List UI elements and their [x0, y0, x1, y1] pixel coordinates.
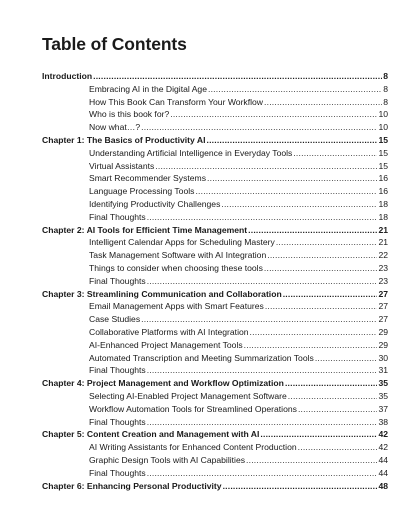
toc-entry-page-number: 29: [378, 339, 388, 350]
toc-entry-label: Selecting AI-Enabled Project Management Software: [89, 390, 287, 401]
toc-chapter-entry[interactable]: [42, 428, 388, 441]
toc-section-entry[interactable]: [42, 160, 388, 173]
toc-entry-page-number: 29: [378, 326, 388, 337]
toc-entry-page-number: 44: [378, 454, 388, 465]
toc-entry-label: Chapter 2: AI Tools for Efficient Time Management: [42, 224, 248, 235]
toc-entry-label: Chapter 6: Enhancing Personal Productivity: [42, 480, 222, 491]
toc-section-entry[interactable]: [42, 108, 388, 121]
toc-section-entry[interactable]: [42, 275, 388, 288]
toc-entry-page-number: 8: [383, 71, 388, 81]
toc-entry-page-number: 23: [378, 262, 388, 273]
toc-dot-leader: [155, 160, 377, 173]
toc-section-entry[interactable]: [42, 326, 388, 339]
toc-section-entry[interactable]: [42, 403, 388, 416]
toc-entry-label: Virtual Assistants: [89, 160, 155, 171]
toc-section-entry[interactable]: [42, 96, 388, 109]
toc-dot-leader: [246, 454, 377, 467]
toc-dot-leader: [265, 300, 378, 313]
toc-entry-label: How This Book Can Transform Your Workflow: [89, 96, 264, 107]
toc-entry-page-number: 18: [378, 211, 388, 222]
toc-dot-leader: [223, 480, 378, 493]
toc-dot-leader: [285, 377, 378, 390]
toc-entry-page-number: 10: [378, 109, 388, 120]
toc-entry-label: Intelligent Calendar Apps for Scheduling Mastery: [89, 237, 275, 248]
toc-entry-page-number: 8: [383, 83, 388, 94]
toc-entry-label: Final Thoughts: [89, 275, 146, 286]
toc-entry-label: Smart Recommender Systems: [89, 173, 207, 184]
toc-chapter-entry[interactable]: [42, 288, 388, 301]
toc-dot-leader: [298, 441, 378, 454]
toc-dot-leader: [170, 108, 377, 121]
toc-entry-label: Task Management Software with AI Integration: [89, 250, 267, 261]
toc-dot-leader: [147, 364, 378, 377]
toc-dot-leader: [195, 185, 377, 198]
toc-entry-label: Case Studies: [89, 314, 141, 325]
toc-entry-page-number: 37: [378, 403, 388, 414]
toc-dot-leader: [276, 236, 378, 249]
toc-entry-label: Final Thoughts: [89, 467, 146, 478]
toc-entry-page-number: 16: [378, 186, 388, 197]
toc-dot-leader: [260, 428, 377, 441]
toc-chapter-entry[interactable]: [42, 70, 388, 83]
toc-dot-leader: [250, 326, 378, 339]
toc-chapter-entry[interactable]: [42, 134, 388, 147]
toc-chapter-entry[interactable]: [42, 377, 388, 390]
toc-dot-leader: [248, 224, 377, 237]
toc-section-entry[interactable]: [42, 249, 388, 262]
toc-dot-leader: [264, 96, 382, 109]
toc-dot-leader: [221, 198, 377, 211]
toc-dot-leader: [288, 390, 378, 403]
toc-entry-label: Chapter 1: The Basics of Productivity AI: [42, 134, 206, 145]
toc-entry-label: AI Writing Assistants for Enhanced Content Production: [89, 442, 297, 453]
toc-dot-leader: [267, 249, 377, 262]
toc-dot-leader: [244, 339, 378, 352]
toc-dot-leader: [147, 211, 378, 224]
toc-dot-leader: [141, 121, 377, 134]
toc-entry-label: Automated Transcription and Meeting Summarization Tools: [89, 352, 314, 363]
toc-entry-label: Final Thoughts: [89, 416, 146, 427]
toc-dot-leader: [264, 262, 378, 275]
toc-entry-page-number: 48: [378, 480, 388, 491]
toc-entry-label: Language Processing Tools: [89, 186, 195, 197]
toc-list: [42, 70, 388, 492]
toc-section-entry[interactable]: [42, 262, 388, 275]
toc-section-entry[interactable]: [42, 198, 388, 211]
toc-section-entry[interactable]: [42, 441, 388, 454]
toc-section-entry[interactable]: [42, 339, 388, 352]
toc-entry-label: Chapter 5: Content Creation and Management with AI: [42, 429, 260, 440]
toc-section-entry[interactable]: [42, 454, 388, 467]
toc-entry-page-number: 27: [378, 301, 388, 312]
toc-entry-label: Collaborative Platforms with AI Integration: [89, 326, 249, 337]
toc-entry-label: Chapter 3: Streamlining Communication and Collaboration: [42, 288, 282, 299]
toc-entry-page-number: 8: [383, 96, 388, 107]
toc-dot-leader: [283, 288, 378, 301]
toc-entry-page-number: 15: [378, 160, 388, 171]
toc-entry-page-number: 31: [378, 365, 388, 376]
toc-section-entry[interactable]: [42, 147, 388, 160]
toc-dot-leader: [93, 70, 382, 83]
toc-entry-page-number: 22: [378, 250, 388, 261]
toc-entry-page-number: 35: [378, 390, 388, 401]
toc-entry-label: Chapter 4: Project Management and Workflow Optimization: [42, 378, 284, 389]
toc-section-entry[interactable]: [42, 416, 388, 429]
toc-entry-page-number: 42: [378, 429, 388, 440]
toc-dot-leader: [141, 313, 377, 326]
toc-chapter-entry[interactable]: [42, 480, 388, 493]
toc-entry-page-number: 38: [378, 416, 388, 427]
toc-entry-page-number: 18: [378, 198, 388, 209]
toc-dot-leader: [147, 416, 378, 429]
toc-dot-leader: [208, 83, 382, 96]
toc-entry-label: Understanding Artificial Intelligence in Everyday Tools: [89, 147, 293, 158]
toc-dot-leader: [207, 172, 377, 185]
toc-dot-leader: [147, 467, 378, 480]
toc-entry-label: Who is this book for?: [89, 109, 170, 120]
toc-section-entry[interactable]: [42, 300, 388, 313]
toc-chapter-entry[interactable]: [42, 224, 388, 237]
toc-section-entry[interactable]: [42, 313, 388, 326]
toc-entry-page-number: 15: [378, 147, 388, 158]
toc-entry-label: AI-Enhanced Project Management Tools: [89, 339, 243, 350]
toc-dot-leader: [298, 403, 377, 416]
toc-section-entry[interactable]: [42, 83, 388, 96]
toc-dot-leader: [206, 134, 377, 147]
toc-entry-page-number: 21: [378, 237, 388, 248]
page-title: Table of Contents: [42, 34, 187, 54]
toc-entry-page-number: 10: [378, 122, 388, 133]
toc-entry-page-number: 16: [378, 173, 388, 184]
toc-section-entry[interactable]: [42, 121, 388, 134]
toc-section-entry[interactable]: [42, 390, 388, 403]
toc-dot-leader: [293, 147, 377, 160]
toc-entry-page-number: 21: [378, 224, 388, 235]
toc-entry-label: Email Management Apps with Smart Features: [89, 301, 264, 312]
toc-entry-page-number: 35: [378, 378, 388, 389]
toc-entry-label: Things to consider when choosing these tools: [89, 262, 263, 273]
toc-entry-page-number: 27: [378, 288, 388, 299]
toc-section-entry[interactable]: [42, 352, 388, 365]
toc-dot-leader: [147, 275, 378, 288]
toc-entry-label: Embracing AI in the Digital Age: [89, 83, 207, 94]
toc-section-entry[interactable]: [42, 364, 388, 377]
toc-entry-page-number: 44: [378, 467, 388, 478]
toc-entry-page-number: 30: [378, 352, 388, 363]
toc-entry-label: Final Thoughts: [89, 211, 146, 222]
toc-entry-page-number: 42: [378, 442, 388, 453]
toc-entry-label: Identifying Productivity Challenges: [89, 198, 221, 209]
toc-entry-page-number: 27: [378, 314, 388, 325]
toc-section-entry[interactable]: [42, 172, 388, 185]
toc-section-entry[interactable]: [42, 236, 388, 249]
toc-entry-label: Graphic Design Tools with AI Capabilities: [89, 454, 246, 465]
toc-entry-label: Workflow Automation Tools for Streamlined Operations: [89, 403, 297, 414]
toc-entry-page-number: 23: [378, 275, 388, 286]
toc-section-entry[interactable]: [42, 211, 388, 224]
toc-dot-leader: [315, 352, 378, 365]
toc-entry-label: Introduction: [42, 71, 93, 81]
toc-section-entry[interactable]: [42, 467, 388, 480]
toc-entry-label: Now what…?: [89, 122, 141, 133]
toc-entry-page-number: 15: [378, 134, 388, 145]
toc-section-entry[interactable]: [42, 185, 388, 198]
toc-entry-label: Final Thoughts: [89, 365, 146, 376]
